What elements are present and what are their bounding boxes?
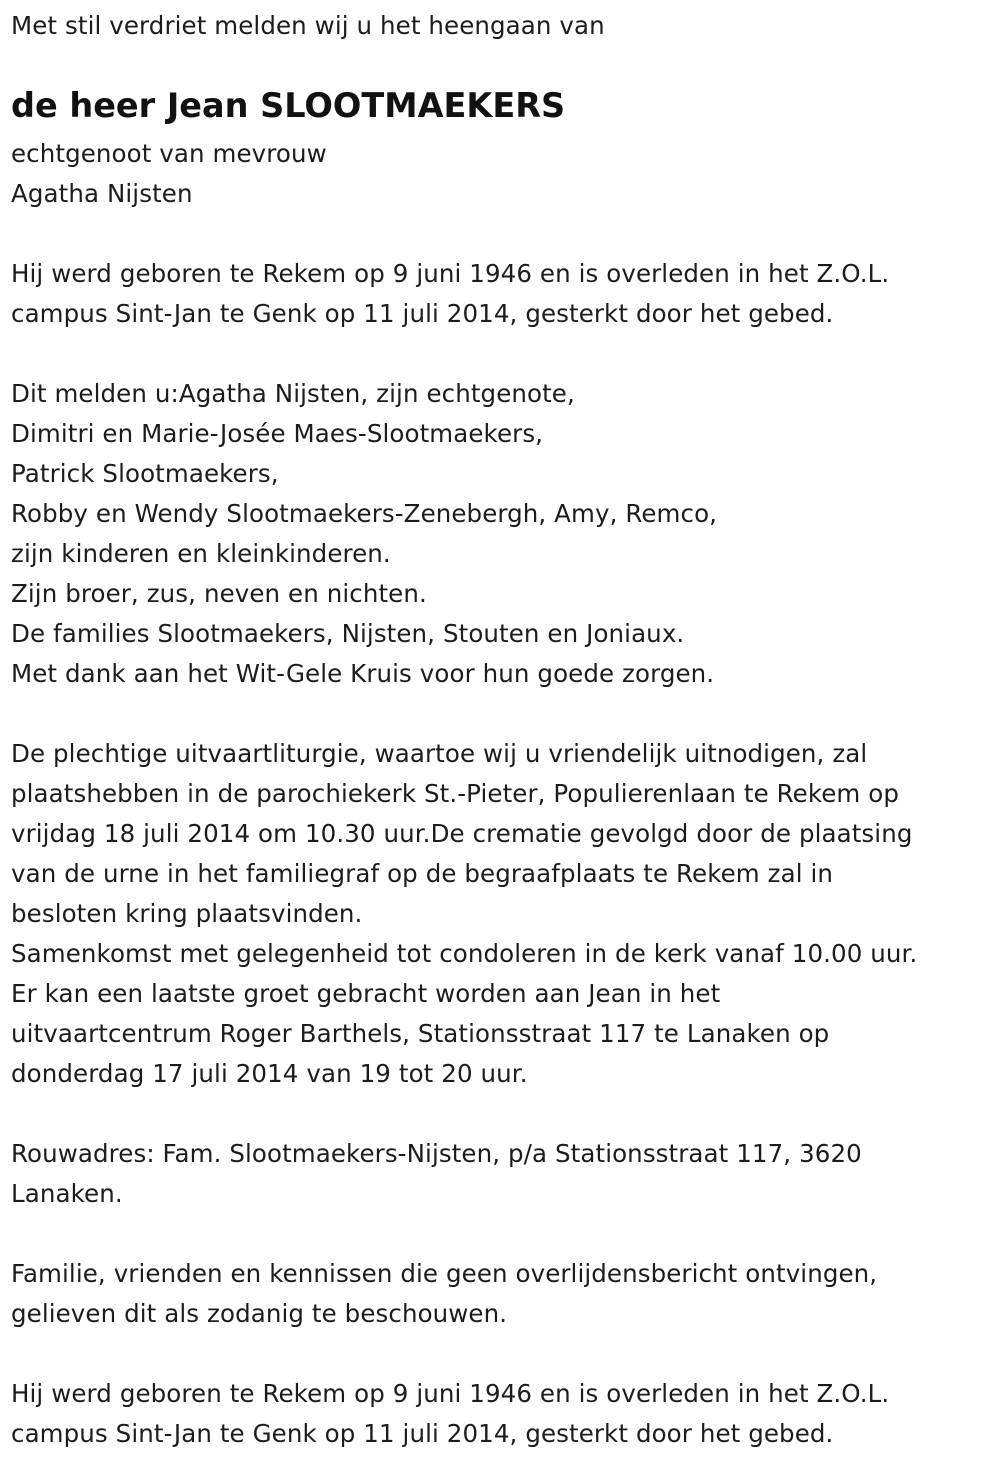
announcer-line: Patrick Slootmaekers,	[11, 459, 279, 488]
birth-death-section	[11, 254, 889, 334]
spouse-line: Agatha Nijsten	[11, 179, 193, 208]
funeral-section	[11, 734, 917, 1094]
address-line: Rouwadres: Fam. Slootmaekers-Nijsten, p/a Stationsstraat 117, 3620	[11, 1139, 862, 1168]
announcer-line: Met dank aan het Wit-Gele Kruis voor hun goede zorgen.	[11, 659, 715, 688]
birth-death-line: campus Sint-Jan te Genk op 11 juli 2014, gesterkt door het gebed.	[11, 299, 834, 328]
announcers-section	[11, 374, 717, 694]
funeral-line: vrijdag 18 juli 2014 om 10.30 uur.De crematie gevolgd door de plaatsing	[11, 819, 913, 848]
announcer-line: Zijn broer, zus, neven en nichten.	[11, 579, 427, 608]
birth-death-repeat-line: campus Sint-Jan te Genk op 11 juli 2014, gesterkt door het gebed.	[11, 1419, 834, 1448]
birth-death-repeat-section	[11, 1374, 889, 1454]
intro-text: Met stil verdriet melden wij u het heengaan van	[11, 11, 605, 40]
notice-line: Familie, vrienden en kennissen die geen overlijdensbericht ontvingen,	[11, 1259, 878, 1288]
spouse-line: echtgenoot van mevrouw	[11, 139, 327, 168]
birth-death-repeat-line: Hij werd geboren te Rekem op 9 juni 1946 en is overleden in het Z.O.L.	[11, 1379, 890, 1408]
funeral-line: donderdag 17 juli 2014 van 19 tot 20 uur.	[11, 1059, 528, 1088]
birth-death-line: Hij werd geboren te Rekem op 9 juni 1946 en is overleden in het Z.O.L.	[11, 259, 890, 288]
notice-section	[11, 1254, 877, 1334]
address-line: Lanaken.	[11, 1179, 123, 1208]
funeral-line: besloten kring plaatsvinden.	[11, 899, 363, 928]
funeral-line: plaatshebben in de parochiekerk St.-Pieter, Populierenlaan te Rekem op	[11, 779, 900, 808]
notice-line: gelieven dit als zodanig te beschouwen.	[11, 1299, 508, 1328]
funeral-line: uitvaartcentrum Roger Barthels, Stationsstraat 117 te Lanaken op	[11, 1019, 830, 1048]
funeral-line: Er kan een laatste groet gebracht worden aan Jean in het	[11, 979, 721, 1008]
announcer-line: Dit melden u:Agatha Nijsten, zijn echtgenote,	[11, 379, 575, 408]
funeral-line: van de urne in het familiegraf op de begraafplaats te Rekem zal in	[11, 859, 834, 888]
announcer-line: Dimitri en Marie-Josée Maes-Slootmaekers,	[11, 419, 544, 448]
funeral-line: Samenkomst met gelegenheid tot condoleren in de kerk vanaf 10.00 uur.	[11, 939, 918, 968]
announcer-line: De families Slootmaekers, Nijsten, Stouten en Joniaux.	[11, 619, 685, 648]
deceased-name: de heer Jean SLOOTMAEKERS	[11, 86, 566, 125]
funeral-line: De plechtige uitvaartliturgie, waartoe wij u vriendelijk uitnodigen, zal	[11, 739, 868, 768]
spouse-section	[11, 134, 327, 214]
address-section	[11, 1134, 862, 1214]
announcer-line: Robby en Wendy Slootmaekers-Zenebergh, Amy, Remco,	[11, 499, 718, 528]
announcer-line: zijn kinderen en kleinkinderen.	[11, 539, 391, 568]
